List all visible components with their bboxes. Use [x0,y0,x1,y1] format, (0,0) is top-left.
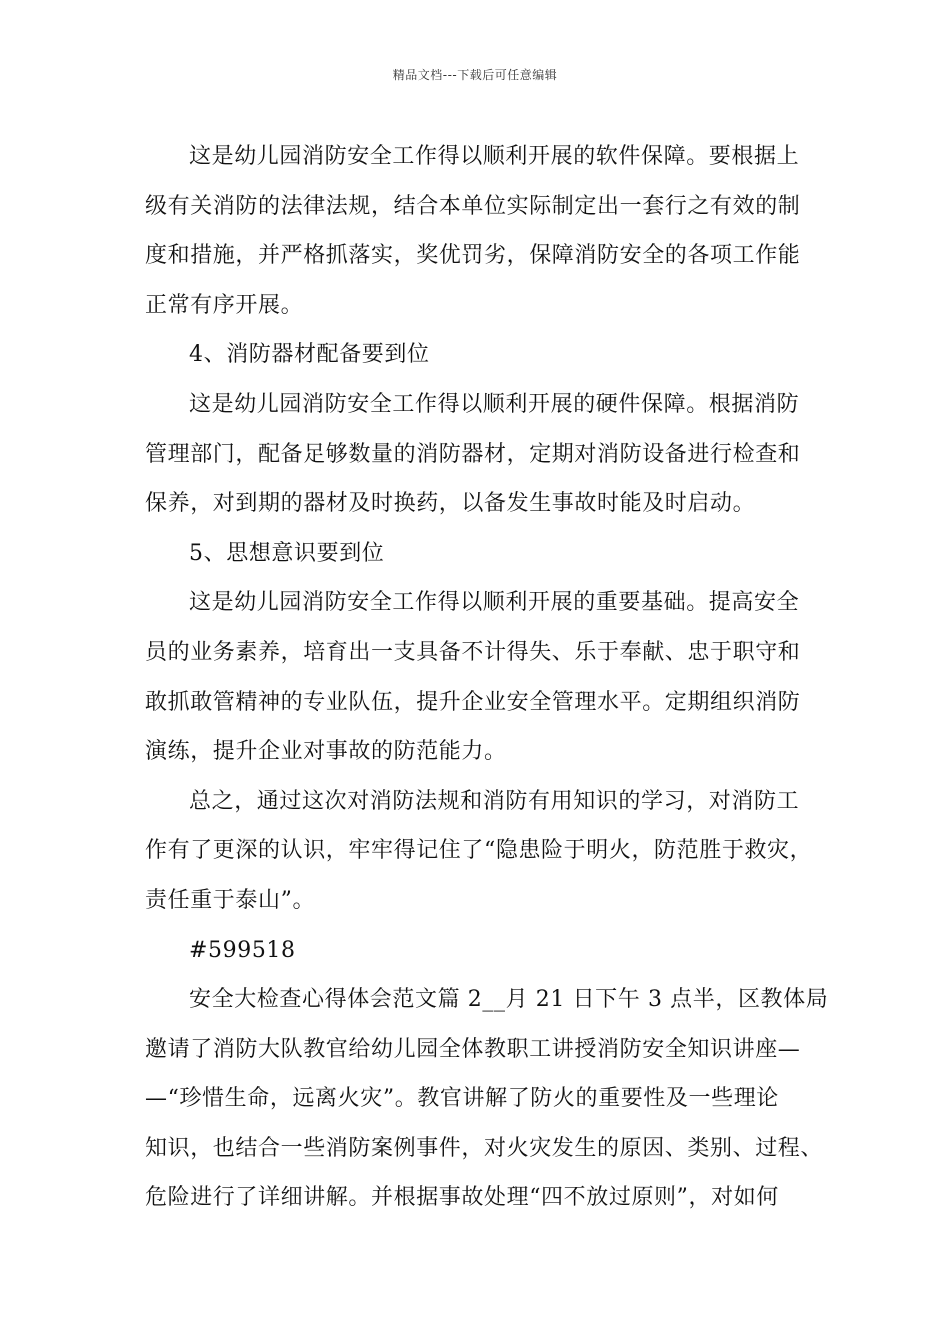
text-line: 正常有序开展。 [145,292,304,318]
section-heading [145,529,815,579]
paragraph [145,132,815,330]
text-line: 管理部门，配备足够数量的消防器材，定期对消防设备进行检查和 [145,441,801,467]
text-line: —“珍惜生命，远离火灾”。教官讲解了防火的重要性及一些理论 [145,1086,779,1112]
text-line: 邀请了消防大队教官给幼儿园全体教职工讲授消防安全知识讲座— [145,1036,801,1062]
document-body [145,132,829,1223]
text-line: #599518 [189,937,296,963]
text-line: 作有了更深的认识，牢牢得记住了“隐患险于明火，防范胜于救灾， [145,838,813,864]
text-line: 级有关消防的法律法规，结合本单位实际制定出一套行之有效的制 [145,193,801,219]
text-line: 安全大检查心得体会范文篇 2__月 21 日下午 3 点半，区教体局 [189,987,829,1013]
text-line: 演练，提升企业对事故的防范能力。 [145,739,507,765]
text-line: 5、思想意识要到位 [189,540,385,566]
text-line: 4、消防器材配备要到位 [189,342,430,368]
paragraph [145,975,829,1223]
reference-tag [145,926,815,976]
text-line: 这是幼儿园消防安全工作得以顺利开展的软件保障。要根据上 [189,144,800,169]
text-line: 责任重于泰山”。 [145,887,316,913]
page-header: 精品文档---下载后可任意编辑 [392,68,558,82]
paragraph [145,578,815,776]
section-heading [145,330,815,380]
text-line: 员的业务素养，培育出一支具备不计得失、乐于奉献、忠于职守和 [145,639,801,665]
text-line: 知识，也结合一些消防案例事件，对火灾发生的原因、类别、过程、 [145,1135,824,1161]
text-line: 总之，通过这次对消防法规和消防有用知识的学习，对消防工 [189,788,800,814]
text-line: 度和措施，并严格抓落实，奖优罚劣，保障消防安全的各项工作能 [145,243,801,269]
paragraph [145,777,815,926]
text-line: 这是幼儿园消防安全工作得以顺利开展的重要基础。提高安全 [189,590,800,616]
text-line: 这是幼儿园消防安全工作得以顺利开展的硬件保障。根据消防 [189,391,800,417]
text-line: 危险进行了详细讲解。并根据事故处理“四不放过原则”，对如何 [145,1185,779,1211]
text-line: 保养，对到期的器材及时换药，以备发生事故时能及时启动。 [145,491,756,517]
text-line: 敢抓敢管精神的专业队伍，提升企业安全管理水平。定期组织消防 [145,689,801,715]
paragraph [145,380,815,529]
